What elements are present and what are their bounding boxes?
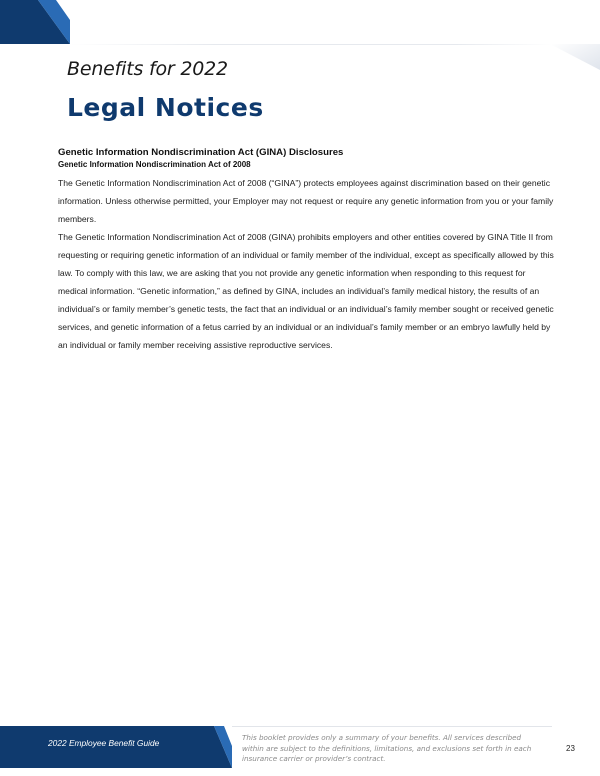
footer-divider	[232, 726, 552, 727]
page-kicker: Benefits for 2022	[67, 58, 228, 80]
guide-label: 2022 Employee Benefit Guide	[48, 738, 160, 748]
page-footer	[0, 726, 600, 776]
header-corner-shadow	[530, 0, 600, 70]
section-subheading: Genetic Information Nondiscrimination Act of 2008	[58, 160, 251, 169]
page-title: Legal Notices	[67, 93, 264, 122]
main-content	[58, 146, 556, 354]
header-divider	[70, 44, 552, 45]
header-corner-graphic	[0, 0, 70, 44]
page-number: 23	[566, 744, 575, 753]
section-heading: Genetic Information Nondiscrimination Act (GINA) Disclosures	[58, 147, 344, 158]
paragraph: The Genetic Information Nondiscrimination Act of 2008 (GINA) prohibits employers and other entities covered by GINA Title II from requesting or requiring genetic information of an individual or family member of the individual, except as specifically allowed by this law. To comply with this law, we are asking that you not provide any genetic information when responding to this request for medical information. “Genetic information,” as defined by GINA, includes an individual’s family medical history, the results of an individual’s or family member’s genetic tests, the fact that an individual or an individual’s family member sought or received genetic services, and genetic information of a fetus carried by an individual or an individual’s family member or an embryo lawfully held by an individual or family member receiving assistive reproductive services.	[58, 232, 554, 350]
footer-disclaimer: This booklet provides only a summary of your benefits. All services described within are subject to the definitions, limitations, and exclusions set forth in each insurance carrier or provider’s contract.	[242, 733, 532, 763]
paragraph: The Genetic Information Nondiscrimination Act of 2008 (“GINA”) protects employees against discrimination based on their genetic information. Unless otherwise permitted, your Employer may not request or require any genetic information from you or your family members.	[58, 178, 554, 224]
